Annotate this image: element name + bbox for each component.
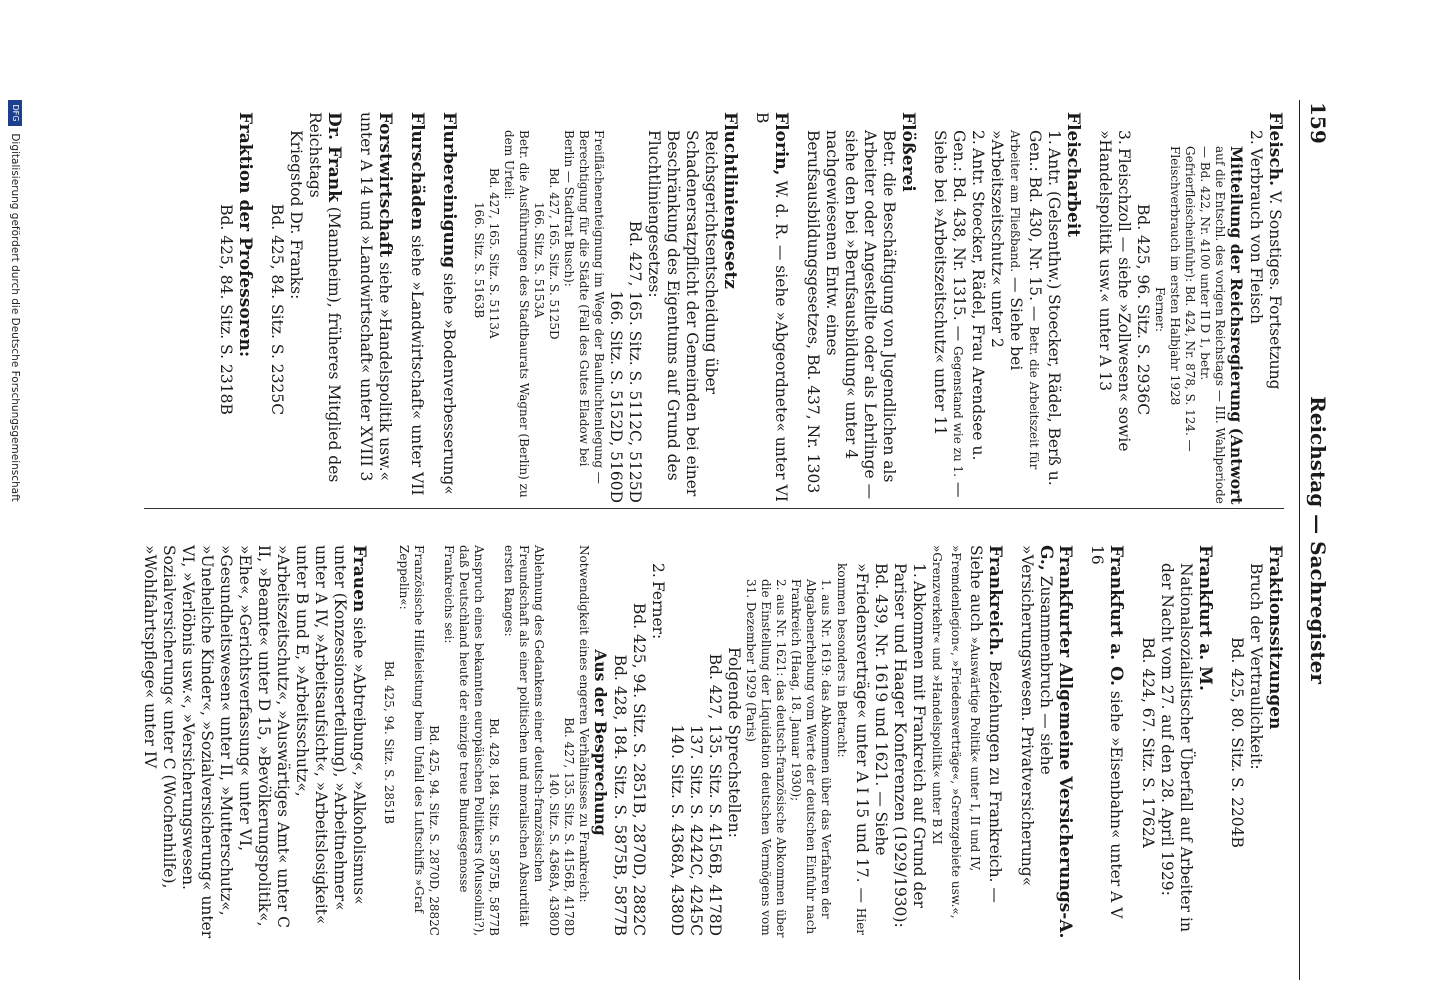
item-number: 3.: [1115, 130, 1133, 145]
page-header: [1299, 100, 1334, 980]
entry-keyword: Dr. Frank: [324, 112, 344, 202]
reference: 166. Sitz. S. 5153A: [532, 202, 546, 318]
item-note: Betr. die Arbeitszeit für Arbeiter am Fließband.: [1008, 130, 1041, 470]
entry-keyword: Flurschäden: [407, 112, 427, 231]
item-number: 2.: [649, 563, 667, 578]
entry-flurbereinigung: [439, 112, 458, 507]
item-text: — Siehe bei »Arbeitszeitschutz« unter 2: [988, 130, 1025, 371]
item-text: Abkommen mit Frankreich auf Grund der Pariser und Haager Konferenzen (1929/1930): Bd. 439, Nr. 1619 und 1621. — Siehe »Friedensverträge« unter A I 15 und 17. —: [853, 563, 928, 928]
entry-text: Nationalsozialistischer Überfall auf Arbeiter in der Nacht vom 27. auf den 28. April 1929:: [1158, 563, 1195, 932]
item-text: Fleischzoll — siehe »Zollwesen« sowie »Handelspolitik usw.« unter A 13: [1096, 130, 1133, 452]
entry-note: Anspruch eines bekannten europäischen Politikers (Mussolini?), daß Deutschland heute der einzige treue Bundesgenosse Frankreichs sei:: [442, 545, 486, 937]
entry-note: Französische Hilfeleistung beim Unfall des Luftschiffs »Graf Zeppelin«:: [397, 545, 426, 914]
reference: Bd. 427, 165. Sitz. S. 5113A: [487, 168, 501, 339]
entry-fleisch: [1095, 112, 1284, 507]
entry-frank: [267, 112, 343, 507]
reference: Bd. 428, 184. Sitz. S. 5875B, 5877B: [611, 654, 629, 936]
footer: [0, 100, 22, 980]
entry-fraktionssitzungen: [1227, 545, 1284, 940]
entry-keyword: Florin,: [771, 112, 791, 176]
item-number: 2.: [1247, 130, 1265, 145]
entry-text: siehe »Eisenbahn« unter A V 16: [1088, 545, 1125, 919]
reference: Bd. 425, 84. Sitz. S. 2318B: [217, 204, 235, 415]
entry-text: Zusammenbruch — siehe »Versicherungswesen. Privatversicherung«: [1018, 545, 1055, 887]
entry-keyword: Flößerei: [898, 112, 918, 192]
item-text: Antr. (Gelsenthw.) Stoecker, Rädel, Berß u. Gen.: Bd. 430, Nr. 15. —: [1026, 130, 1063, 486]
entry-keyword: Fraktionssitzungen: [1265, 545, 1285, 730]
subheading: Aus der Besprechung: [591, 649, 610, 836]
reference: Bd. 427, 135. Sitz. S. 4156B, 4178D: [562, 717, 576, 936]
reference: 166. Sitz. S. 5163B: [472, 202, 486, 319]
entry-fluchtliniengesetz: [471, 112, 739, 507]
reference: Bd. 424, 67. Sitz. S. 1762A: [1139, 637, 1157, 848]
entry-florin: [752, 112, 790, 507]
speech-label: Folgende Sprechstellen:: [725, 647, 743, 838]
reference: Bd. 427, 165. Sitz. S. 5112C, 5125D: [626, 220, 644, 503]
entry-text: siehe »Bodenverbesserung«: [440, 273, 458, 495]
entry-note: Notwendigkeit eines engeren Verhältnisses zu Frankreich:: [577, 545, 591, 903]
sub-item: 1. aus Nr. 1619: das Abkommen über das Verfahren der Abgabenerhebung vom Werte der deutschen Einfuhr nach Frankreich (Haag, 18. Januar 1930);: [789, 579, 833, 935]
column-divider: [144, 508, 1284, 509]
entry-keyword: Forstwirtschaft: [375, 112, 395, 258]
item-note: Gegenstand wie zu 1.: [951, 346, 965, 477]
reference: 137. Sitz. S. 4242C, 4245C: [687, 724, 705, 936]
entry-text: siehe »Abtreibung«, »Alkoholismus« unter (Konzessionserteilung), »Arbeitnehmer« unter A IV, »Arbeitsaufsicht«, »Arbeitslosigkeit« unter B und E, »Arbeitsschutz«, »Arbeitszeitschutz«, »Auswärtiges Amt« unter C II, »Beamte« unter D 15, »Bevölkerungspolitik«, »Ehe«, »Gerichtsverfassung« unter VI, »Gesundheitswesen« unter II, »Mutterschutz«, »Uneheliche Kinder«, »Sozialversicherung« unter VI, »Verlöbnis usw.«, »Versicherungswesen. Sozialversicherung« unter C (Wochenhilfe), »Wohlfahrtspflege« unter IV: [141, 545, 368, 939]
entry-text: Reichsgerichtsentscheidung über Schadenersatzpflicht der Gemeinden bei einer Beschränkung des Eigentums auf Grund des Fluchtliniengesetzes:: [645, 130, 720, 497]
entry-text: siehe »Handelspolitik usw.« unter A 14 und »Landwirtschaft« unter XVIII 3: [357, 112, 394, 482]
running-title: Reichstag — Sachregister: [1306, 396, 1330, 684]
continuation-note: V. Sonstiges. Fortsetzung: [1266, 190, 1284, 390]
entry-fraktion-professoren: [216, 112, 254, 507]
entry-note: Ablehnung des Gedankens einer deutsch-französischen Freundschaft als einer politischen und moralischen Absurdität ersten Ranges:: [502, 545, 546, 927]
reference: 166. Sitz. S. 5152D, 5160D: [607, 290, 625, 503]
entry-fleischarbeit: [930, 112, 1082, 507]
page-number: 159: [1306, 102, 1330, 144]
item-number: 1.: [910, 563, 928, 578]
footer-text: Digitalisierung gefördert durch die Deutsche Forschungsgemeinschaft: [9, 133, 21, 502]
reference: Bd. 425, 80. Sitz. S. 2204B: [1228, 637, 1246, 848]
item-text: Ferner:: [649, 581, 667, 640]
item-number: 1.: [1045, 130, 1063, 145]
reference: Bd. 425, 96. Sitz. S. 2936C: [1134, 203, 1152, 416]
entry-text: siehe »Landwirtschaft« unter VII: [408, 235, 426, 496]
mitteilung-title: Mitteilung der Reichsregierung (Antwort: [1227, 146, 1246, 505]
entry-frankfurter-versicherung: [1017, 545, 1074, 940]
reference: Bd. 427, 135. Sitz. S. 4156B, 4178D: [706, 653, 724, 936]
item-number: 2.: [969, 130, 987, 145]
item-title: Verbrauch von Fleisch: [1247, 148, 1265, 324]
entry-forstwirtschaft: [356, 112, 394, 507]
entry-note: Betr. die Ausführungen des Stadtbaurats Wagner (Berlin) zu dem Urteil:: [502, 130, 531, 498]
item-text: — Siehe bei »Arbeitszeitschutz« unter 11: [931, 130, 968, 498]
entry-frauen: [140, 545, 368, 940]
entry-keyword: Frauen: [349, 545, 369, 613]
entry-keyword: Fleisch.: [1265, 112, 1285, 187]
reference: Bd. 428, 184. Sitz. S. 5875B, 5877B: [487, 718, 501, 936]
entry-subtext: Kriegstod Dr. Franks:: [287, 130, 305, 300]
entry-text: Bruch der Vertraulichkeit:: [1247, 563, 1265, 770]
dfg-logo: DFG: [8, 100, 22, 126]
entry-keyword: Frankfurter Allgemeine Versicherungs-A. G.,: [1036, 545, 1075, 939]
ferner-label: Ferner:: [1153, 286, 1167, 333]
reference: Bd. 425, 94. Sitz. S. 2851B, 2870D, 2882C: [630, 602, 648, 936]
reference: 140. Sitz. S. 4368A, 4380D: [668, 724, 686, 936]
entry-keyword: Frankfurt a. O.: [1106, 545, 1126, 686]
item-text: Antr. Stoecker, Rädel, Frau Arendsee u. Gen.: Bd. 438, Nr. 1315. —: [950, 130, 987, 461]
entry-floesserei: [803, 112, 917, 507]
reference: Bd. 425, 84. Sitz. S. 2325C: [268, 203, 286, 416]
mitteilung-detail: auf die Entschl. des vorigen Reichstags — III. Wahlperiode — Bd. 422, Nr. 4100 unter II D 1, betr. Gefrierfleischeinfuhr): Bd. 424, Nr. 878, S. 124. — Fleischverbrauch im ersten Halbjahr 1928: [1168, 146, 1227, 504]
entry-note: »Auswärtige Politik« unter I, II und IV, »Fremdenlegion«, »Friedensverträge«, »Grenzgebiete usw.«, »Grenzverkehr« und »Handelspolitik« unter B XI: [930, 545, 982, 919]
entry-frankfurt-oder: [1087, 545, 1125, 940]
entry-keyword: Fleischarbeit: [1063, 112, 1083, 238]
index-column-2: [127, 545, 1284, 940]
entry-text: Beziehungen zu Frankreich. — Siehe auch: [967, 545, 1004, 903]
entry-frankreich: [381, 545, 1004, 940]
entry-keyword: Fraktion der Professoren:: [235, 112, 255, 358]
entry-frankfurt-main: [1138, 545, 1214, 940]
entry-note: Freiflächenenteignung im Wege der Baufluchtenlegung — Berechtigung für die Städte (Fall des Gutes Eladow bei Berlin — Stadtrat Busch):: [562, 130, 606, 484]
reference: 140. Sitz. S. 4368A, 4380D: [547, 772, 561, 936]
entry-keyword: Frankfurt a. M.: [1195, 545, 1215, 691]
item-note: Hier kommen besonders in Betracht:: [835, 563, 868, 936]
sub-item: 2. aus Nr. 1621: das deutsch-französische Abkommen über die Einstellung der Liquidation deutschen Vermögens vom 31. Dezember 1929 (Paris): [744, 579, 788, 938]
entry-flurschaeden: [407, 112, 426, 507]
entry-text: Betr. die Beschäftigung von Jugendlichen als Arbeiter oder Angestellte oder als Lehrlinge — siehe den bei »Berufsausbildung« unter 4 nachgewiesenen Entw. eines Berufsausbildungsgesetzes, Bd. 437, Nr. 1303: [804, 130, 898, 500]
reference: Bd. 427, 165. Sitz. S. 5125D: [547, 168, 561, 340]
entry-keyword: Frankreich.: [985, 545, 1005, 656]
entry-text: W. d. R. — siehe »Abgeordnete« unter VI B: [753, 112, 790, 502]
entry-keyword: Flurbereinigung: [439, 112, 459, 269]
entry-text: (Mannheim), früheres Mitglied des Reichstags: [306, 112, 343, 483]
reference: Bd. 425, 94. Sitz. S. 2870D, 2882C: [427, 725, 441, 936]
reference: Bd. 425, 94. Sitz. S. 2851B: [382, 660, 396, 825]
entry-keyword: Fluchtliniengesetz: [720, 112, 740, 289]
index-column-1: [203, 112, 1284, 507]
